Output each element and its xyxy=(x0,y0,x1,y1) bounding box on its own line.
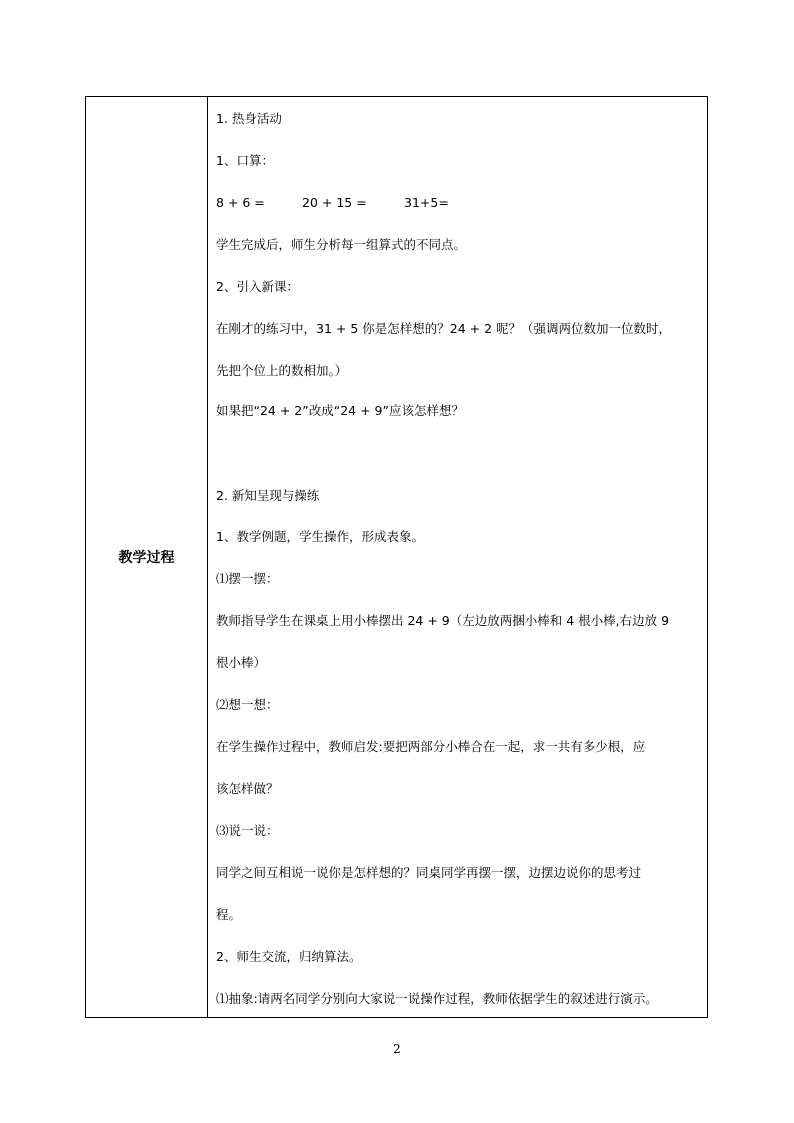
paragraph-question-cont: 先把个位上的数相加。） xyxy=(216,363,348,378)
step-arrange: ⑴摆一摆： xyxy=(216,571,279,586)
equation-1: 8 + 6 = xyxy=(216,195,265,210)
subheading-example: 1、教学例题，学生操作，形成表象。 xyxy=(216,529,424,544)
page-number: 2 xyxy=(393,1042,401,1056)
heading-warmup: 1. 热身活动 xyxy=(216,111,282,126)
subheading-exchange: 2、师生交流，归纳算法。 xyxy=(216,949,362,964)
lesson-table xyxy=(85,96,708,1018)
paragraph-arrange-cont: 根小棒） xyxy=(216,655,267,670)
heading-new-knowledge: 2. 新知呈现与操练 xyxy=(216,488,320,503)
paragraph-abstract: ⑴抽象:请两名同学分别向大家说一说操作过程，教师依据学生的叙述进行演示。 xyxy=(216,991,658,1006)
content-cell xyxy=(208,97,707,1017)
paragraph-change: 如果把“24 + 2”改成“24 + 9”应该怎样想？ xyxy=(216,403,464,418)
paragraph-say-cont: 程。 xyxy=(216,907,242,922)
section-label: 教学过程 xyxy=(118,550,175,566)
equation-3: 31+5= xyxy=(404,195,449,210)
step-think: ⑵想一想： xyxy=(216,697,279,712)
paragraph-think: 在学生操作过程中，教师启发:要把两部分小棒合在一起，求一共有多少根，应 xyxy=(216,739,646,754)
paragraph-arrange: 教师指导学生在课桌上用小棒摆出 24 + 9（左边放两捆小棒和 4 根小棒,右边放 9 xyxy=(216,613,670,628)
label-cell xyxy=(86,97,207,1017)
subheading-new-lesson: 2、引入新课： xyxy=(216,279,299,294)
paragraph-say: 同学之间互相说一说你是怎样想的？同桌同学再摆一摆，边摆边说你的思考过 xyxy=(216,865,642,880)
subheading-mental-math: 1、口算： xyxy=(216,153,274,168)
paragraph-analysis: 学生完成后，师生分析每一组算式的不同点。 xyxy=(216,237,467,252)
paragraph-question: 在刚才的练习中，31 + 5 你是怎样想的？24 + 2 呢？（强调两位数加一位数时， xyxy=(216,321,672,336)
equation-2: 20 + 15 = xyxy=(302,195,367,210)
step-say: ⑶说一说： xyxy=(216,823,279,838)
equation-row xyxy=(216,195,616,211)
paragraph-think-cont: 该怎样做？ xyxy=(216,781,279,796)
